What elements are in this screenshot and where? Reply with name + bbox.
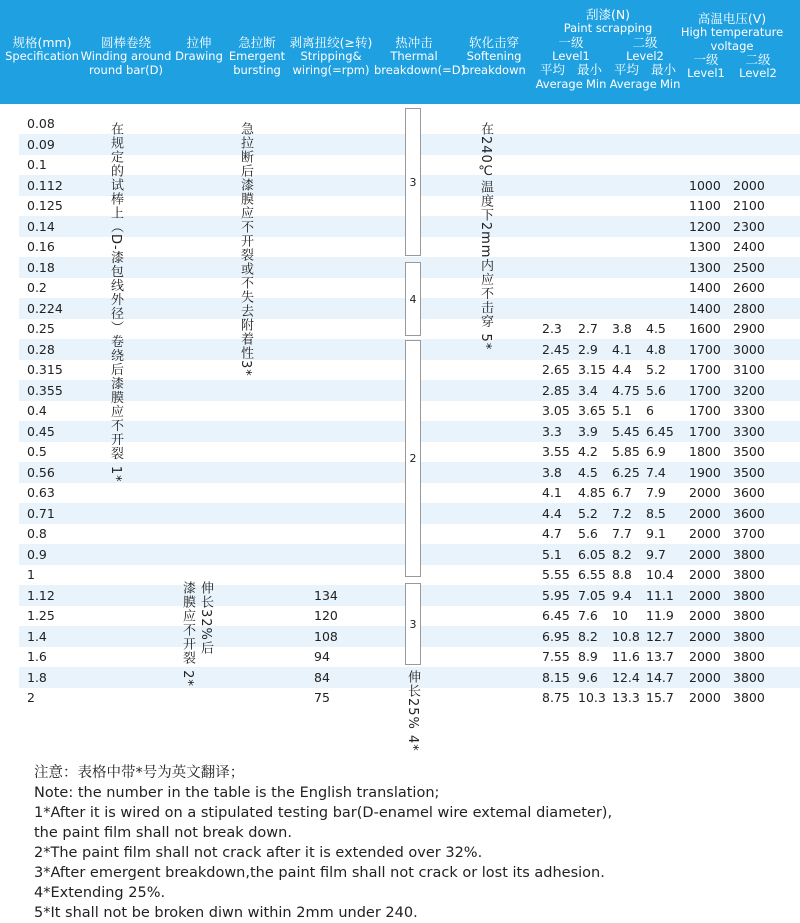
cell-v1: 2000	[689, 587, 721, 603]
note-line: Note: the number in the table is the English translation;	[34, 785, 440, 801]
bursting-note: 急拉断后漆膜应不开裂或不失去附着性3*	[238, 122, 253, 377]
cell-m1: 5.6	[578, 526, 598, 541]
header-spec: 规格(mm) Specification	[5, 35, 79, 64]
cell-a2: 4.75	[612, 382, 640, 398]
cell-v1: 1700	[689, 423, 721, 439]
header-drawing: 拉伸 Drawing	[175, 35, 223, 64]
header-bursting: 急拉断 Emergent bursting	[228, 35, 286, 77]
cell-v2: 2100	[733, 198, 765, 213]
cell-m1: 8.2	[578, 628, 598, 644]
cell-m1: 2.9	[578, 341, 598, 357]
cell-v2: 3800	[733, 628, 765, 644]
cell-v2: 2600	[733, 280, 765, 295]
cell-m2: 8.5	[646, 505, 666, 521]
cell-m1: 6.05	[578, 546, 606, 562]
cell-m1: 7.6	[578, 608, 598, 623]
cell-a1: 2.65	[542, 362, 570, 377]
cell-a2: 11.6	[612, 649, 640, 664]
thermal-box-1: 3	[405, 108, 421, 256]
cell-v1: 2000	[689, 485, 721, 500]
cell-v2: 3100	[733, 362, 765, 377]
cell-m2: 4.8	[646, 341, 666, 357]
cell-m1: 10.3	[578, 690, 606, 705]
cell-v1: 1700	[689, 403, 721, 418]
winding-note: 在规定的试棒上（D-漆包线外径）卷绕后漆膜应不开裂 1*	[108, 122, 123, 483]
cell-tor: 75	[314, 690, 330, 705]
cell-v2: 3600	[733, 505, 765, 521]
cell-m1: 6.55	[578, 567, 606, 582]
cell-spec: 0.16	[27, 239, 55, 254]
cell-a1: 2.45	[542, 341, 570, 357]
header-thermal: 热冲击 Thermal breakdown(=D)	[374, 35, 466, 77]
cell-m1: 7.05	[578, 587, 606, 603]
cell-tor: 120	[314, 608, 338, 623]
note-line: 3*After emergent breakdown,the paint film shall not crack or lost its adhesion.	[34, 865, 605, 881]
cell-a1: 6.45	[542, 608, 570, 623]
header-softening: 软化击穿 Softening breakdown	[462, 35, 526, 77]
drawing-note-1: 伸长32%后	[198, 581, 213, 655]
cell-v2: 2400	[733, 239, 765, 254]
cell-a2: 12.4	[612, 669, 640, 685]
cell-spec: 0.25	[27, 321, 55, 336]
cell-v1: 1900	[689, 464, 721, 480]
cell-v1: 1700	[689, 382, 721, 398]
cell-m1: 3.15	[578, 362, 606, 377]
cell-spec: 0.224	[27, 300, 63, 316]
cell-m2: 5.2	[646, 362, 666, 377]
cell-a1: 5.95	[542, 587, 570, 603]
note-line: 注意：表格中带*号为英文翻译；	[34, 765, 245, 781]
cell-spec: 0.71	[27, 505, 55, 521]
cell-spec: 1.4	[27, 628, 47, 644]
cell-m2: 11.1	[646, 587, 674, 603]
cell-tor: 108	[314, 628, 338, 644]
cell-tor: 84	[314, 669, 330, 685]
note-line: 2*The paint film shall not crack after it is extended over 32%.	[34, 845, 483, 861]
cell-spec: 0.08	[27, 116, 55, 131]
cell-a2: 6.25	[612, 464, 640, 480]
cell-a1: 3.3	[542, 423, 562, 439]
cell-m2: 10.4	[646, 567, 674, 582]
cell-v1: 1600	[689, 321, 721, 336]
header-stripping: 剥离扭绞(≥转) Stripping& wiring(=rpm)	[289, 35, 373, 77]
cell-spec: 0.9	[27, 546, 47, 562]
cell-m2: 6.45	[646, 423, 674, 439]
cell-v1: 1100	[689, 198, 721, 213]
cell-a2: 5.45	[612, 423, 640, 439]
cell-a2: 8.2	[612, 546, 632, 562]
cell-a2: 8.8	[612, 567, 632, 582]
cell-spec: 2	[27, 690, 35, 705]
note-line: 5*It shall not be broken diwn within 2mm under 240.	[34, 905, 418, 921]
cell-a2: 10	[612, 608, 628, 623]
cell-a1: 4.1	[542, 485, 562, 500]
cell-v1: 1400	[689, 300, 721, 316]
cell-spec: 0.28	[27, 341, 55, 357]
table-header	[0, 0, 800, 104]
header-paint-scrapping: 刮漆(N) Paint scrapping 一级 Level1 二级 Level2 平均 最小 平均 最小 Average Min Average Min	[535, 7, 681, 91]
cell-v1: 2000	[689, 546, 721, 562]
cell-spec: 0.8	[27, 526, 47, 541]
cell-spec: 1.25	[27, 608, 55, 623]
cell-m1: 4.2	[578, 444, 598, 459]
cell-v1: 1300	[689, 259, 721, 275]
cell-v2: 2000	[733, 177, 765, 193]
cell-m2: 6.9	[646, 444, 666, 459]
cell-a1: 3.55	[542, 444, 570, 459]
cell-a1: 5.1	[542, 546, 562, 562]
cell-a1: 8.15	[542, 669, 570, 685]
cell-spec: 0.56	[27, 464, 55, 480]
cell-v1: 2000	[689, 649, 721, 664]
cell-v1: 2000	[689, 505, 721, 521]
cell-a2: 13.3	[612, 690, 640, 705]
cell-m2: 7.4	[646, 464, 666, 480]
cell-m2: 15.7	[646, 690, 674, 705]
cell-a1: 5.55	[542, 567, 570, 582]
notes-section	[34, 763, 794, 923]
cell-m1: 9.6	[578, 669, 598, 685]
cell-v2: 2900	[733, 321, 765, 336]
cell-a1: 3.8	[542, 464, 562, 480]
note-line: 1*After it is wired on a stipulated testing bar(D-enamel wire extemal diameter),	[34, 805, 613, 821]
cell-spec: 0.45	[27, 423, 55, 439]
cell-a1: 4.7	[542, 526, 562, 541]
cell-v1: 2000	[689, 608, 721, 623]
cell-spec: 0.18	[27, 259, 55, 275]
cell-v1: 2000	[689, 669, 721, 685]
cell-v1: 1000	[689, 177, 721, 193]
cell-spec: 0.63	[27, 485, 55, 500]
cell-spec: 1.6	[27, 649, 47, 664]
cell-a2: 4.1	[612, 341, 632, 357]
cell-a2: 10.8	[612, 628, 640, 644]
cell-v2: 2300	[733, 218, 765, 234]
note-line: 4*Extending 25%.	[34, 885, 166, 901]
header-voltage: 高温电压(V) High temperature voltage 一级 二级 Level1 Level2	[680, 11, 784, 81]
note-line: the paint film shall not break down.	[34, 825, 292, 841]
cell-v1: 2000	[689, 526, 721, 541]
cell-a1: 4.4	[542, 505, 562, 521]
cell-v2: 3300	[733, 423, 765, 439]
drawing-note-2: 漆膜应不开裂 2*	[180, 581, 195, 687]
cell-v1: 1300	[689, 239, 721, 254]
cell-m2: 12.7	[646, 628, 674, 644]
cell-v2: 3800	[733, 690, 765, 705]
cell-v2: 2800	[733, 300, 765, 316]
cell-spec: 0.09	[27, 136, 55, 152]
cell-m2: 7.9	[646, 485, 666, 500]
cell-v1: 1800	[689, 444, 721, 459]
cell-a1: 6.95	[542, 628, 570, 644]
cell-spec: 0.112	[27, 177, 63, 193]
thermal-box-3: 2	[405, 340, 421, 577]
thermal-note: 伸长25% 4*	[405, 670, 420, 752]
cell-m1: 3.9	[578, 423, 598, 439]
cell-v1: 2000	[689, 567, 721, 582]
cell-spec: 0.315	[27, 362, 63, 377]
cell-spec: 0.14	[27, 218, 55, 234]
cell-a2: 5.85	[612, 444, 640, 459]
cell-v1: 2000	[689, 628, 721, 644]
cell-m2: 14.7	[646, 669, 674, 685]
cell-a1: 3.05	[542, 403, 570, 418]
cell-m1: 5.2	[578, 505, 598, 521]
cell-a1: 2.3	[542, 321, 562, 336]
cell-v2: 3500	[733, 444, 765, 459]
cell-v2: 3200	[733, 382, 765, 398]
cell-m2: 4.5	[646, 321, 666, 336]
cell-m1: 4.85	[578, 485, 606, 500]
cell-v2: 3800	[733, 608, 765, 623]
cell-v2: 3500	[733, 464, 765, 480]
cell-v1: 1700	[689, 362, 721, 377]
cell-a2: 3.8	[612, 321, 632, 336]
cell-spec: 0.125	[27, 198, 63, 213]
cell-a2: 5.1	[612, 403, 632, 418]
cell-v2: 3800	[733, 587, 765, 603]
thermal-box-4: 3	[405, 583, 421, 665]
cell-m1: 3.4	[578, 382, 598, 398]
cell-tor: 94	[314, 649, 330, 664]
cell-v2: 3800	[733, 546, 765, 562]
cell-m2: 9.1	[646, 526, 666, 541]
cell-v1: 1400	[689, 280, 721, 295]
header-winding: 圆棒卷绕 Winding around round bar(D)	[80, 35, 172, 77]
cell-spec: 0.355	[27, 382, 63, 398]
cell-v2: 3800	[733, 567, 765, 582]
cell-m2: 9.7	[646, 546, 666, 562]
cell-v2: 3800	[733, 649, 765, 664]
cell-a1: 2.85	[542, 382, 570, 398]
cell-m1: 4.5	[578, 464, 598, 480]
cell-m1: 8.9	[578, 649, 598, 664]
cell-v2: 3000	[733, 341, 765, 357]
cell-v1: 2000	[689, 690, 721, 705]
cell-m1: 3.65	[578, 403, 606, 418]
cell-spec: 0.5	[27, 444, 47, 459]
cell-spec: 0.4	[27, 403, 47, 418]
cell-m2: 6	[646, 403, 654, 418]
cell-spec: 1.12	[27, 587, 55, 603]
cell-v2: 2500	[733, 259, 765, 275]
cell-a1: 8.75	[542, 690, 570, 705]
cell-m1: 2.7	[578, 321, 598, 336]
cell-v2: 3800	[733, 669, 765, 685]
cell-a2: 6.7	[612, 485, 632, 500]
cell-m2: 5.6	[646, 382, 666, 398]
cell-a2: 7.2	[612, 505, 632, 521]
cell-v1: 1200	[689, 218, 721, 234]
thermal-box-2: 4	[405, 262, 421, 336]
softening-note: 在240℃温度下2mm内应不击穿 5*	[478, 122, 493, 351]
cell-a2: 9.4	[612, 587, 632, 603]
cell-spec: 1	[27, 567, 35, 582]
cell-spec: 0.2	[27, 280, 47, 295]
cell-tor: 134	[314, 587, 338, 603]
cell-a2: 7.7	[612, 526, 632, 541]
cell-spec: 0.1	[27, 157, 47, 172]
cell-m2: 13.7	[646, 649, 674, 664]
cell-a1: 7.55	[542, 649, 570, 664]
cell-v1: 1700	[689, 341, 721, 357]
cell-v2: 3600	[733, 485, 765, 500]
cell-a2: 4.4	[612, 362, 632, 377]
cell-v2: 3700	[733, 526, 765, 541]
cell-v2: 3300	[733, 403, 765, 418]
cell-m2: 11.9	[646, 608, 674, 623]
cell-spec: 1.8	[27, 669, 47, 685]
